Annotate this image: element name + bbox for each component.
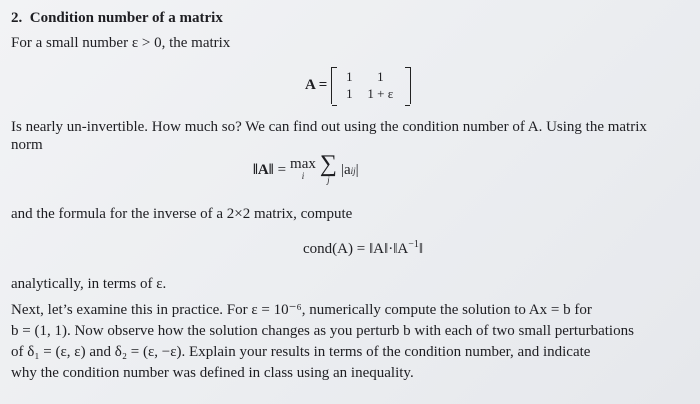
norm-max-label: max — [290, 156, 316, 172]
sentence-6: of δ₁ = (ε, ε) and δ₂ = (ε, −ε). Explain your results in terms of the condition number, and indicate — [11, 344, 591, 360]
norm-max-sub: i — [301, 171, 305, 181]
problem-title: Condition number of a matrix — [29, 10, 223, 26]
intro-line: For a small number ε > 0, the matrix — [11, 35, 231, 51]
matrix — [331, 67, 411, 104]
sentence-1b: norm — [11, 137, 43, 153]
norm-sum — [319, 151, 337, 186]
sentence-4: Next, let’s examine this in practice. For ε = 10⁻⁶, numerically compute the solution to Ax = b for — [11, 302, 592, 318]
sentence-3: analytically, in terms of ε. — [11, 276, 167, 292]
sentence-5: b = (1, 1). Now observe how the solution changes as you perturb b with each of two small perturbations — [11, 323, 634, 339]
problem-heading — [11, 9, 223, 27]
matrix-cell-11: 1 — [346, 68, 353, 84]
norm-term: |aij| — [340, 161, 359, 178]
matrix-equation — [305, 62, 411, 108]
norm-lhs: ‖A‖ — [253, 161, 274, 178]
sentence-7: why the condition number was defined in class using an inequality. — [11, 365, 414, 381]
cond-formula: cond(A) = $‖A‖\cdot‖A^{-1}‖$ — [303, 239, 424, 257]
norm-sum-sub: j — [327, 175, 330, 185]
matrix-cell-21: 1 — [346, 85, 353, 101]
matrix-cell-22: 1 + ε — [367, 85, 394, 101]
matrix-cell-12: 1 — [377, 68, 384, 84]
problem-number: 2. — [11, 10, 23, 26]
matrix-label: A = — [305, 76, 328, 93]
sum-icon: ∑ — [319, 151, 337, 177]
norm-max — [290, 158, 316, 182]
norm-formula — [253, 151, 359, 186]
sentence-2: and the formula for the inverse of a 2×2 matrix, compute — [11, 206, 353, 222]
sentence-1: Is nearly un-invertible. How much so? We can find out using the condition number of A. Using the matrix — [11, 119, 647, 135]
norm-eq-sign: = — [277, 161, 287, 178]
